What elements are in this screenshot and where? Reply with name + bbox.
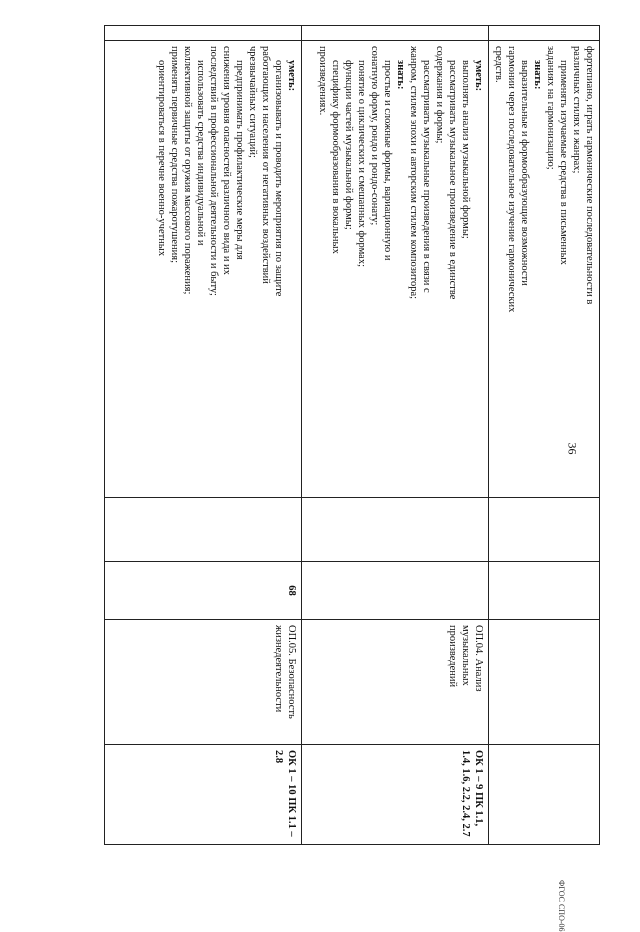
description-line: применять первичные средства пожаротушения;: [169, 46, 180, 264]
description-line: понятие о циклических и смешанных формах;: [356, 60, 367, 268]
description-line: простые и сложные формы, вариационную и: [382, 60, 393, 261]
description-line: коллективной защиты от оружия массового поражения;: [182, 46, 193, 295]
description-line: знать:: [395, 60, 406, 90]
description-line: предпринимать профилактические меры для: [234, 60, 245, 260]
description-line: функции частей музыкальной формы;: [343, 60, 354, 230]
empty-cell: [105, 498, 302, 562]
description-line: чрезвычайных ситуаций;: [247, 46, 258, 158]
description-line: содержания и формы;: [434, 46, 445, 144]
description-line: уметь:: [473, 60, 484, 92]
description-line: заданиях на гармонизацию;: [545, 46, 556, 170]
description-line: средств.: [493, 46, 504, 83]
hours-cell: [302, 562, 489, 620]
description-line: работающих и населения от негативных воздействий: [260, 46, 271, 284]
discipline-name-cell: [489, 620, 600, 745]
competency-codes-cell: [489, 745, 600, 845]
description-line: применять изучаемые средства в письменных: [558, 60, 569, 265]
description-line: сонатную форму, рондо и рондо-сонату;: [369, 46, 380, 226]
table-row: [105, 26, 302, 845]
left-margin-cell: [105, 26, 302, 41]
rotated-page: [130, 25, 600, 845]
page-number: 36: [565, 442, 580, 455]
description-cell: [105, 41, 302, 498]
description-line: знать:: [532, 60, 543, 90]
discipline-name-cell: ОП.04. Анализ музыкальных произведений: [302, 620, 489, 745]
description-line: рассматривать музыкальное произведение в единстве: [447, 60, 458, 300]
competency-codes-cell: ОК 1 – 9 ПК 1.1, 1.4, 1.6, 2.2, 2.4, 2.7: [302, 745, 489, 845]
description-line: гармонии через последовательное изучение гармонических: [506, 46, 517, 313]
description-line: выразительные и формообразующие возможности: [519, 60, 530, 286]
description-line: жанром, стилем эпохи и авторским стилем композитора;: [408, 46, 419, 300]
discipline-name-cell: ОП.05. Безопасность жизнедеятельности: [105, 620, 302, 745]
description-cell: [489, 41, 600, 498]
description-line: фортепиано, играть гармонические последовательности в: [584, 46, 595, 305]
description-line: произведениях.: [317, 46, 328, 116]
description-line: различных стилях и жанрах;: [571, 46, 582, 174]
hours-cell: 68: [105, 562, 302, 620]
description-line: снижения уровня опасностей различного вида и их: [221, 46, 232, 275]
description-line: организовывать и проводить мероприятия по защите: [273, 60, 284, 297]
description-cell: [302, 41, 489, 498]
left-margin-cell: [489, 26, 600, 41]
table-row: [489, 26, 600, 845]
description-line: выполнять анализ музыкальной формы;: [460, 60, 471, 239]
hours-cell: [489, 562, 600, 620]
empty-cell: [489, 498, 600, 562]
curriculum-table: [104, 25, 600, 845]
table-row: [302, 26, 489, 845]
empty-cell: [302, 498, 489, 562]
description-line: ориентироваться в перечне военно-учетных: [156, 60, 167, 257]
description-line: специфику формообразования в вокальных: [330, 60, 341, 254]
description-line: последствий в профессиональной деятельности и быту;: [208, 46, 219, 296]
footer-code: ФГОС СПО-06: [557, 880, 566, 932]
left-margin-cell: [302, 26, 489, 41]
description-line: уметь:: [286, 60, 297, 92]
competency-codes-cell: ОК 1 – 10 ПК 1.1 – 2.8: [105, 745, 302, 845]
description-line: рассматривать музыкальные произведения в связи с: [421, 60, 432, 293]
description-line: использовать средства индивидуальной и: [195, 60, 206, 246]
